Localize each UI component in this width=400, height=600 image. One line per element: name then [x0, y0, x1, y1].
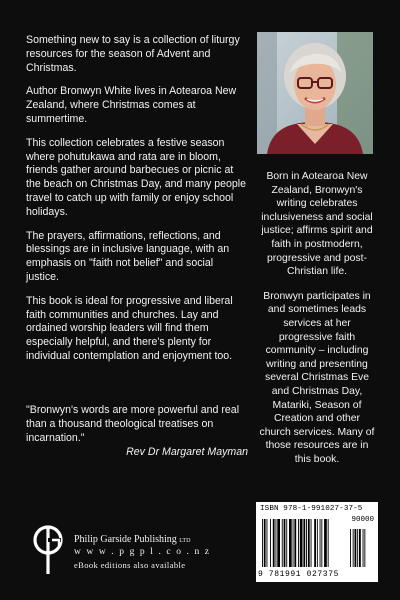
blurb [26, 34, 248, 374]
publisher-url: w w w . p g p l . c o . n z [74, 547, 211, 557]
blurb-paragraph-4: The prayers, affirmations, reflections, and blessings are in inclusive language, with an emphasis on "faith not belief" and social justice. [26, 229, 230, 283]
quote-attribution: Rev Dr Margaret Mayman [126, 446, 248, 459]
blurb-paragraph-5: This book is ideal for progressive and liberal faith communities and churches. Lay and ordained worship leaders will find them especially helpful, and there's plenty for individual contemplation and enjoyment too. [26, 294, 233, 362]
isbn-barcode [256, 502, 378, 582]
author-portrait-icon [257, 32, 373, 154]
barcode-digits: 9 781991 027375 [258, 570, 340, 579]
price-code: 90000 [351, 516, 374, 524]
publisher-name-text: Philip Garside Publishing [74, 534, 177, 545]
publisher-logo-icon [30, 520, 70, 576]
blurb-paragraph-3: This collection celebrates a festive season where pohutukawa and rata are in bloom, friends gather around barbecues or picnic at the beach on Christmas Day, and many people travel to catch up with family or enjoy school holidays. [26, 136, 247, 218]
publisher-name [74, 534, 190, 545]
author-photo [257, 32, 373, 154]
ebook-note: eBook editions also available [74, 560, 186, 570]
isbn-label: ISBN 978-1-991027-37-5 [260, 505, 363, 513]
author-bio [257, 170, 377, 477]
author-bio-paragraph-1: Born in Aotearoa New Zealand, Bronwyn's writing celebrates inclusiveness and social justice; affirms spirit and faith in postmodern, progressive and post-Christian life. [261, 171, 373, 278]
publisher-block [30, 520, 230, 580]
quote-text: "Bronwyn's words are more powerful and real than a thousand theological treatises on incarnation." [26, 404, 240, 444]
blurb-paragraph-2: Author Bronwyn White lives in Aotearoa New Zealand, where Christmas comes at summertime. [26, 85, 237, 125]
publisher-ltd: LTD [179, 538, 191, 544]
blurb-paragraph-1: Something new to say is a collection of liturgy resources for the season of Advent and Christmas. [26, 34, 240, 74]
endorsement-quote [26, 404, 248, 460]
author-bio-paragraph-2: Bronwyn participates in and sometimes leads services at her progressive faith community – including writing and presenting several Christmas Eve and Christmas Day, Matariki, Season of Creation and other church services. Many of those resources are in this book. [259, 290, 375, 465]
